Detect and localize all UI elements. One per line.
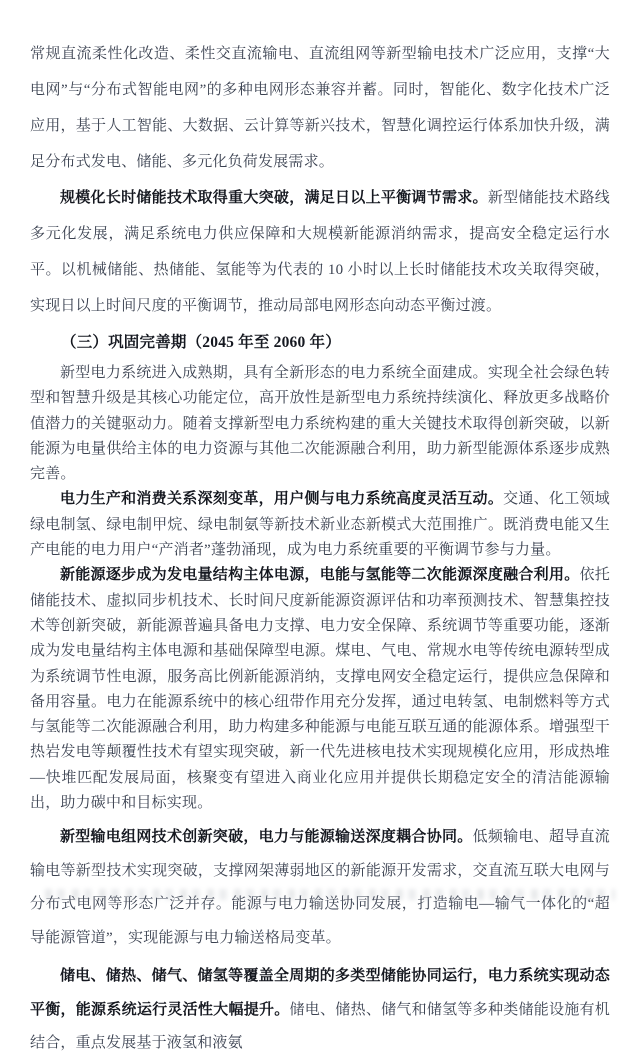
paragraph-text: 新型储能技术路线多元化发展，满足系统电力供应保障和大规模新能源消纳需求，提高安全稳定运行水平。以机械储能、热储能、氢能等为代表的 10 小时以上长时储能技术攻关取得突破，实现日以上时间尺度的平衡调节，推动局部电网形态向动态平衡过渡。 [30, 190, 610, 314]
paragraph [30, 180, 610, 324]
paragraph-text: 储电、储热、储气和储氢等多种类储能设施有机结合，重点发展基于液氢和液氨 [30, 1001, 611, 1052]
section-heading: （三）巩固完善期（2045 年至 2060 年） [61, 334, 341, 351]
paragraph [30, 960, 610, 1061]
paragraph-lead-emphasis: 储电、储热、储气、储氢等覆盖全周期的多类型储能协同运行，电力系统实现动态平衡，能源系统运行灵活性大幅提升。 [30, 968, 610, 1018]
paragraph [30, 361, 610, 487]
paragraph [30, 821, 610, 955]
paragraph-lead-emphasis: 新能源逐步成为发电量结构主体电源，电能与氢能等二次能源深度融合利用。 [60, 567, 580, 584]
paragraph [30, 36, 610, 180]
paragraph-lead-emphasis: 新型输电组网技术创新突破，电力与能源输送深度耦合协同。 [60, 829, 473, 846]
paragraph-text: 常规直流柔性化改造、柔性交直流输电、直流组网等新型输电技术广泛应用，支撑“大电网”与“分布式智能电网”的多种电网形态兼容并蓄。同时，智能化、数字化技术广泛应用，基于人工智能、大数据、云计算等新兴技术，智慧化调控运行体系加快升级，满足分布式发电、储能、多元化负荷发展需求。 [30, 46, 610, 170]
paragraph [30, 563, 610, 816]
paragraph-text: 低频输电、超导直流输电等新型技术实现突破，支撑网架薄弱地区的新能源开发需求，交直流互联大电网与分布式电网等形态广泛并存。能源与电力输送协同发展，打造输电—输气一体化的“超导能源管道”，实现能源与电力输送格局变革。 [30, 829, 610, 946]
paragraph-lead-emphasis: 电力生产和消费关系深刻变革，用户侧与电力系统高度灵活互动。 [60, 491, 504, 508]
paragraph-lead-emphasis: 规模化长时储能技术取得重大突破，满足日以上平衡调节需求。 [60, 190, 488, 206]
paragraph [30, 487, 610, 563]
paragraph-text: 依托储能技术、虚拟同步机技术、长时间尺度新能源资源评估和功率预测技术、智慧集控技术等创新突破，新能源普遍具备电力支撑、电力安全保障、系统调节等重要功能，逐渐成为发电量结构主体电源和基础保障型电源。煤电、气电、常规水电等传统电源转型成为系统调节性电源，服务高比例新能源消纳，支撑电网安全稳定运行，提供应急保障和备用容量。电力在能源系统中的核心纽带作用充分发挥，通过电转氢、电制燃料等方式与氢能等二次能源融合利用，助力构建多种能源与电能互联互通的能源体系。增强型干热岩发电等颠覆性技术有望实现突破，新一代先进核电技术实现规模化应用，形成热堆—快堆匹配发展局面，核聚变有望进入商业化应用并提供长期稳定安全的清洁能源输出，助力碳中和目标实现。 [30, 567, 610, 812]
paragraph-text: 交通、化工领域绿电制氢、绿电制甲烷、绿电制氨等新技术新业态新模式大范围推广。既消费电能又生产电能的电力用户“产消者”蓬勃涌现，成为电力系统重要的平衡调节参与力量。 [30, 491, 610, 559]
paragraph-text: 新型电力系统进入成熟期，具有全新形态的电力系统全面建成。实现全社会绿色转型和智慧升级是其核心功能定位，高开放性是新型电力系统持续演化、释放更多战略价值潜力的关键驱动力。随着支撑新型电力系统构建的重大关键技术取得创新突破，以新能源为电量供给主体的电力资源与其他二次能源融合利用，助力新型能源体系逐步成熟完善。 [30, 365, 610, 483]
